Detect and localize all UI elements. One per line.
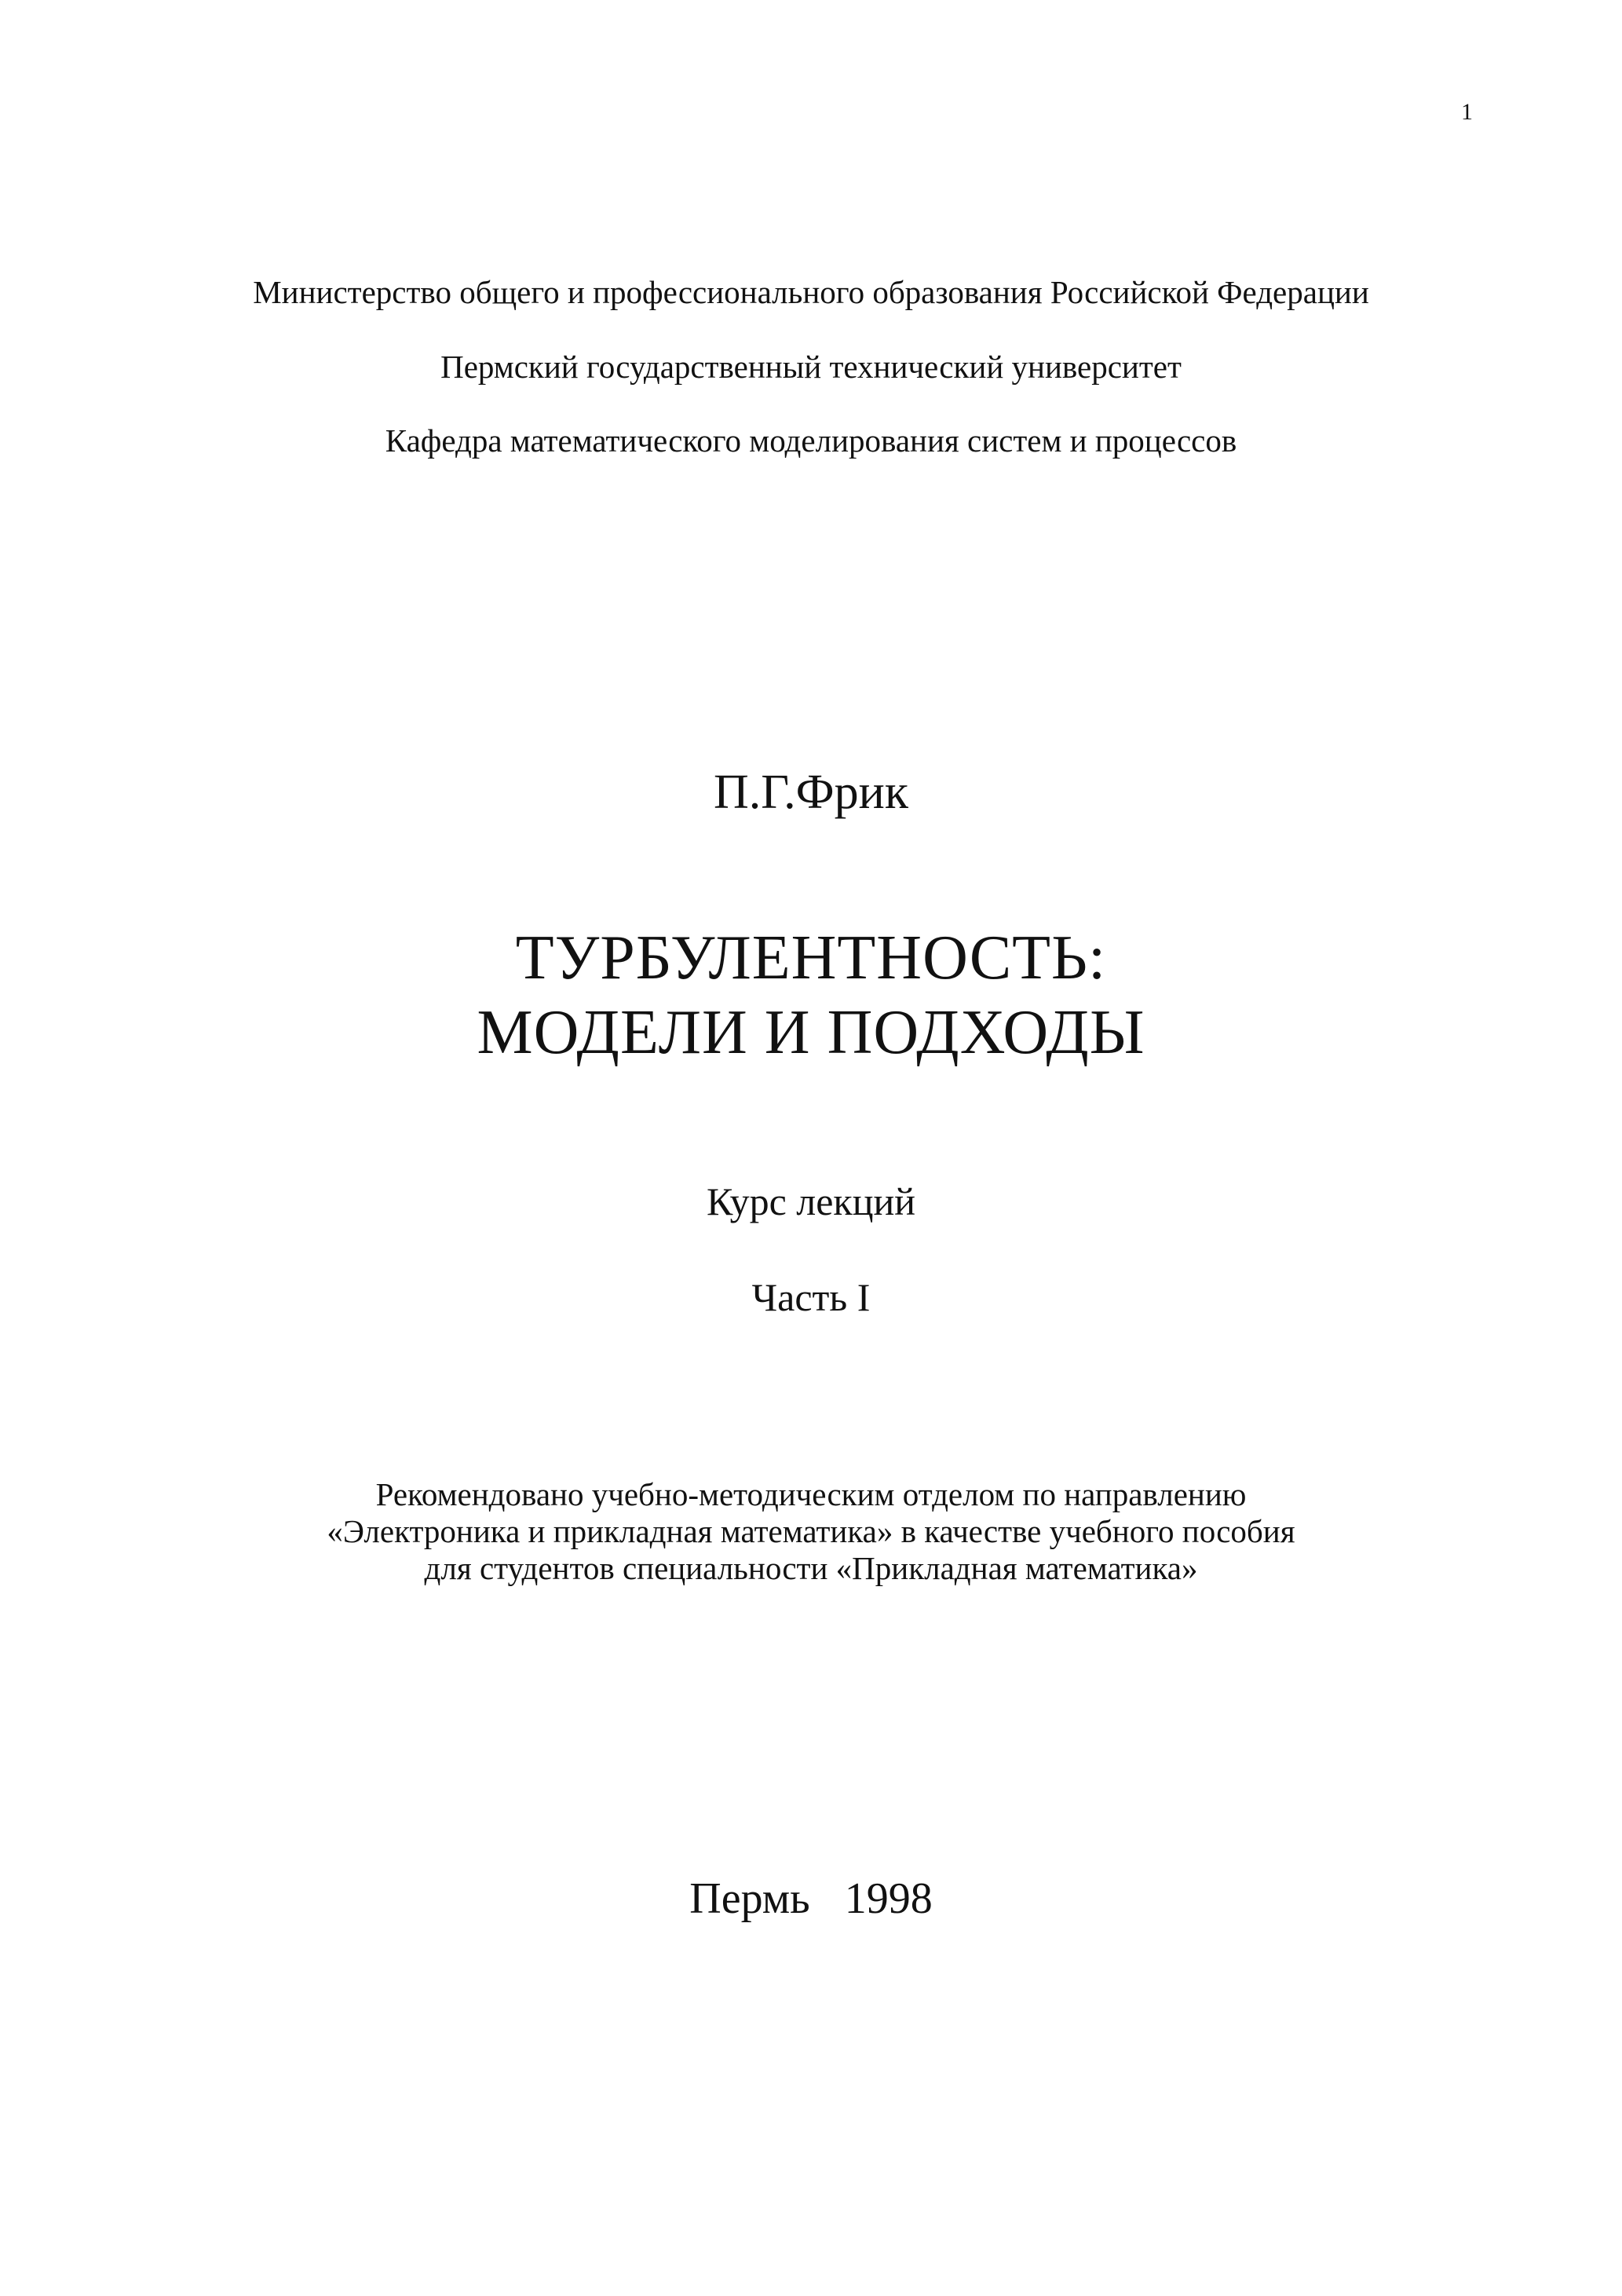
city-year-text: Пермь 1998 [689,1874,933,1923]
part-label: Часть I [751,1275,871,1319]
title-line-1: ТУРБУЛЕНТНОСТЬ: [515,923,1107,993]
recommendation-line-3: для студентов специальности «Прикладная математика» [424,1550,1198,1586]
author-name: П.Г.Фрик [714,766,908,819]
recommendation-line-2: «Электроника и прикладная математика» в качестве учебного пособия [327,1513,1295,1549]
title-line-2: МОДЕЛИ И ПОДХОДЫ [477,998,1145,1067]
course-label: Курс лекций [707,1179,915,1223]
page-number: 1 [1461,99,1473,125]
university-line: Пермский государственный технический университет [440,349,1182,385]
recommendation-line-1: Рекомендовано учебно-методическим отделом по направлению [375,1476,1247,1512]
department-line: Кафедра математического моделирования систем и процессов [385,422,1237,459]
city-year [0,1874,1622,1923]
ministry-line: Министерство общего и профессионального образования Российской Федерации [253,274,1369,310]
